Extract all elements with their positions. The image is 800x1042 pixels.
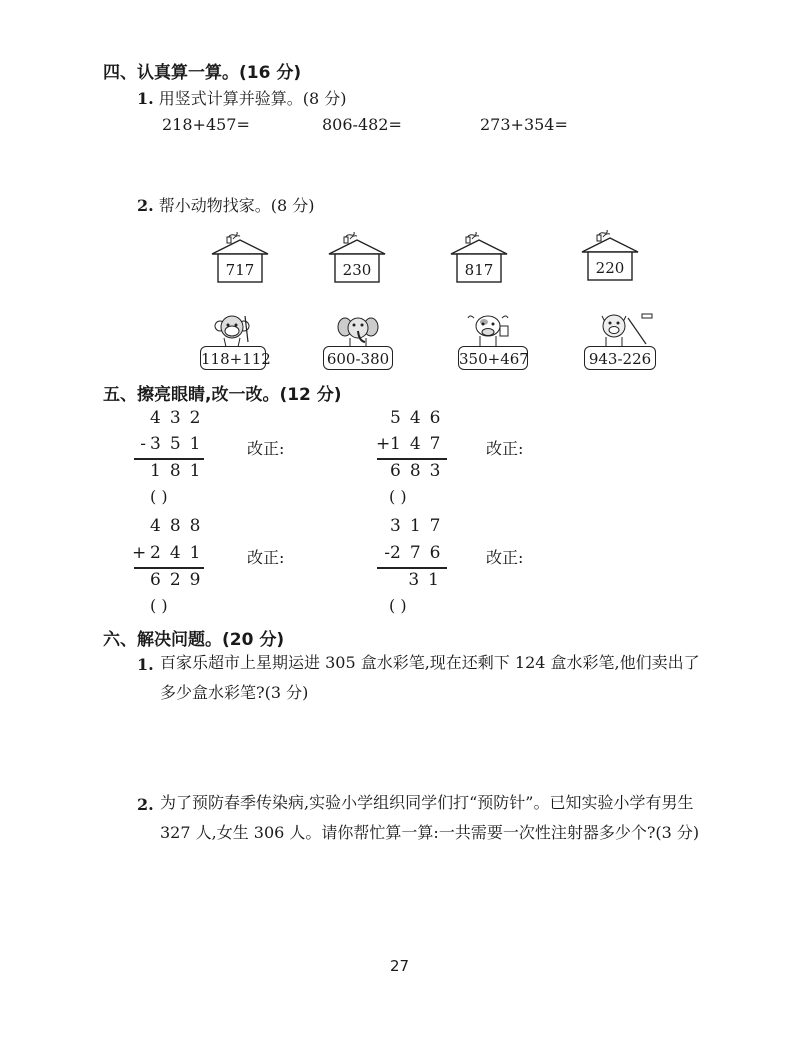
vertical-result: 683 bbox=[390, 461, 450, 481]
vertical-bottom-number: 276 bbox=[390, 543, 450, 563]
house-number: 817 bbox=[464, 261, 494, 279]
q6-2-text: 为了预防春季传染病,实验小学组织同学们打“预防针”。已知实验小学有男生 327 人,女生 306 人。请你帮忙算一算:一共需要一次性注射器多少个?(3 分) bbox=[160, 793, 700, 842]
correction-label: 改正: bbox=[486, 439, 524, 458]
correction-label: 改正: bbox=[247, 439, 285, 458]
elephant-icon bbox=[337, 314, 379, 348]
monkey-icon bbox=[212, 312, 252, 348]
vertical-operator: + bbox=[376, 434, 391, 454]
q6-2-number: 2. bbox=[137, 795, 154, 814]
pig-icon bbox=[594, 310, 654, 348]
sum-3: 273+354= bbox=[480, 115, 568, 134]
vertical-divider bbox=[377, 567, 447, 569]
q4-2-number: 2. bbox=[137, 196, 154, 215]
section-5-title: 五、擦亮眼睛,改一改。(12 分) bbox=[103, 385, 342, 405]
correction-label: 改正: bbox=[247, 548, 285, 567]
cow-icon bbox=[466, 312, 510, 348]
expression-box: 600-380 bbox=[323, 346, 393, 370]
expression-box: 350+467 bbox=[458, 346, 528, 370]
sum-2: 806-482= bbox=[322, 115, 402, 134]
house-number: 717 bbox=[225, 261, 255, 279]
house-number: 220 bbox=[595, 259, 625, 277]
answer-parentheses[interactable]: ( ) bbox=[150, 596, 168, 615]
q4-2-heading bbox=[137, 193, 315, 216]
vertical-operator: - bbox=[384, 543, 390, 563]
vertical-divider bbox=[377, 458, 447, 460]
section-4-title: 四、认真算一算。(16 分) bbox=[103, 63, 302, 83]
vertical-operator: - bbox=[140, 434, 146, 454]
q4-1-heading bbox=[137, 86, 347, 109]
expression-box: 943-226 bbox=[584, 346, 656, 370]
vertical-top-number: 488 bbox=[150, 516, 210, 536]
q6-1-number: 1. bbox=[137, 655, 154, 674]
vertical-operator: + bbox=[132, 543, 147, 563]
answer-parentheses[interactable]: ( ) bbox=[389, 487, 407, 506]
vertical-divider bbox=[134, 567, 204, 569]
correction-label: 改正: bbox=[486, 548, 524, 567]
vertical-bottom-number: 147 bbox=[390, 434, 450, 454]
page-number: 27 bbox=[390, 957, 410, 975]
q4-2-text: 帮小动物找家。(8 分) bbox=[158, 196, 315, 215]
answer-parentheses[interactable]: ( ) bbox=[389, 596, 407, 615]
sum-1: 218+457= bbox=[162, 115, 250, 134]
vertical-divider bbox=[134, 458, 204, 460]
vertical-top-number: 546 bbox=[390, 408, 450, 428]
vertical-bottom-number: 241 bbox=[150, 543, 210, 563]
vertical-bottom-number: 351 bbox=[150, 434, 210, 454]
vertical-result: 31 bbox=[408, 570, 448, 590]
vertical-result: 629 bbox=[150, 570, 210, 590]
house-number: 230 bbox=[342, 261, 372, 279]
q4-1-text: 用竖式计算并验算。(8 分) bbox=[158, 89, 347, 108]
vertical-result: 181 bbox=[150, 461, 210, 481]
answer-parentheses[interactable]: ( ) bbox=[150, 487, 168, 506]
vertical-top-number: 317 bbox=[390, 516, 450, 536]
q4-1-number: 1. bbox=[137, 89, 154, 108]
expression-box: 118+112 bbox=[200, 346, 266, 370]
vertical-top-number: 432 bbox=[150, 408, 210, 428]
q6-1-text: 百家乐超市上星期运进 305 盒水彩笔,现在还剩下 124 盒水彩笔,他们卖出了多少盒水彩笔?(3 分) bbox=[160, 653, 700, 702]
section-6-title: 六、解决问题。(20 分) bbox=[103, 630, 285, 650]
